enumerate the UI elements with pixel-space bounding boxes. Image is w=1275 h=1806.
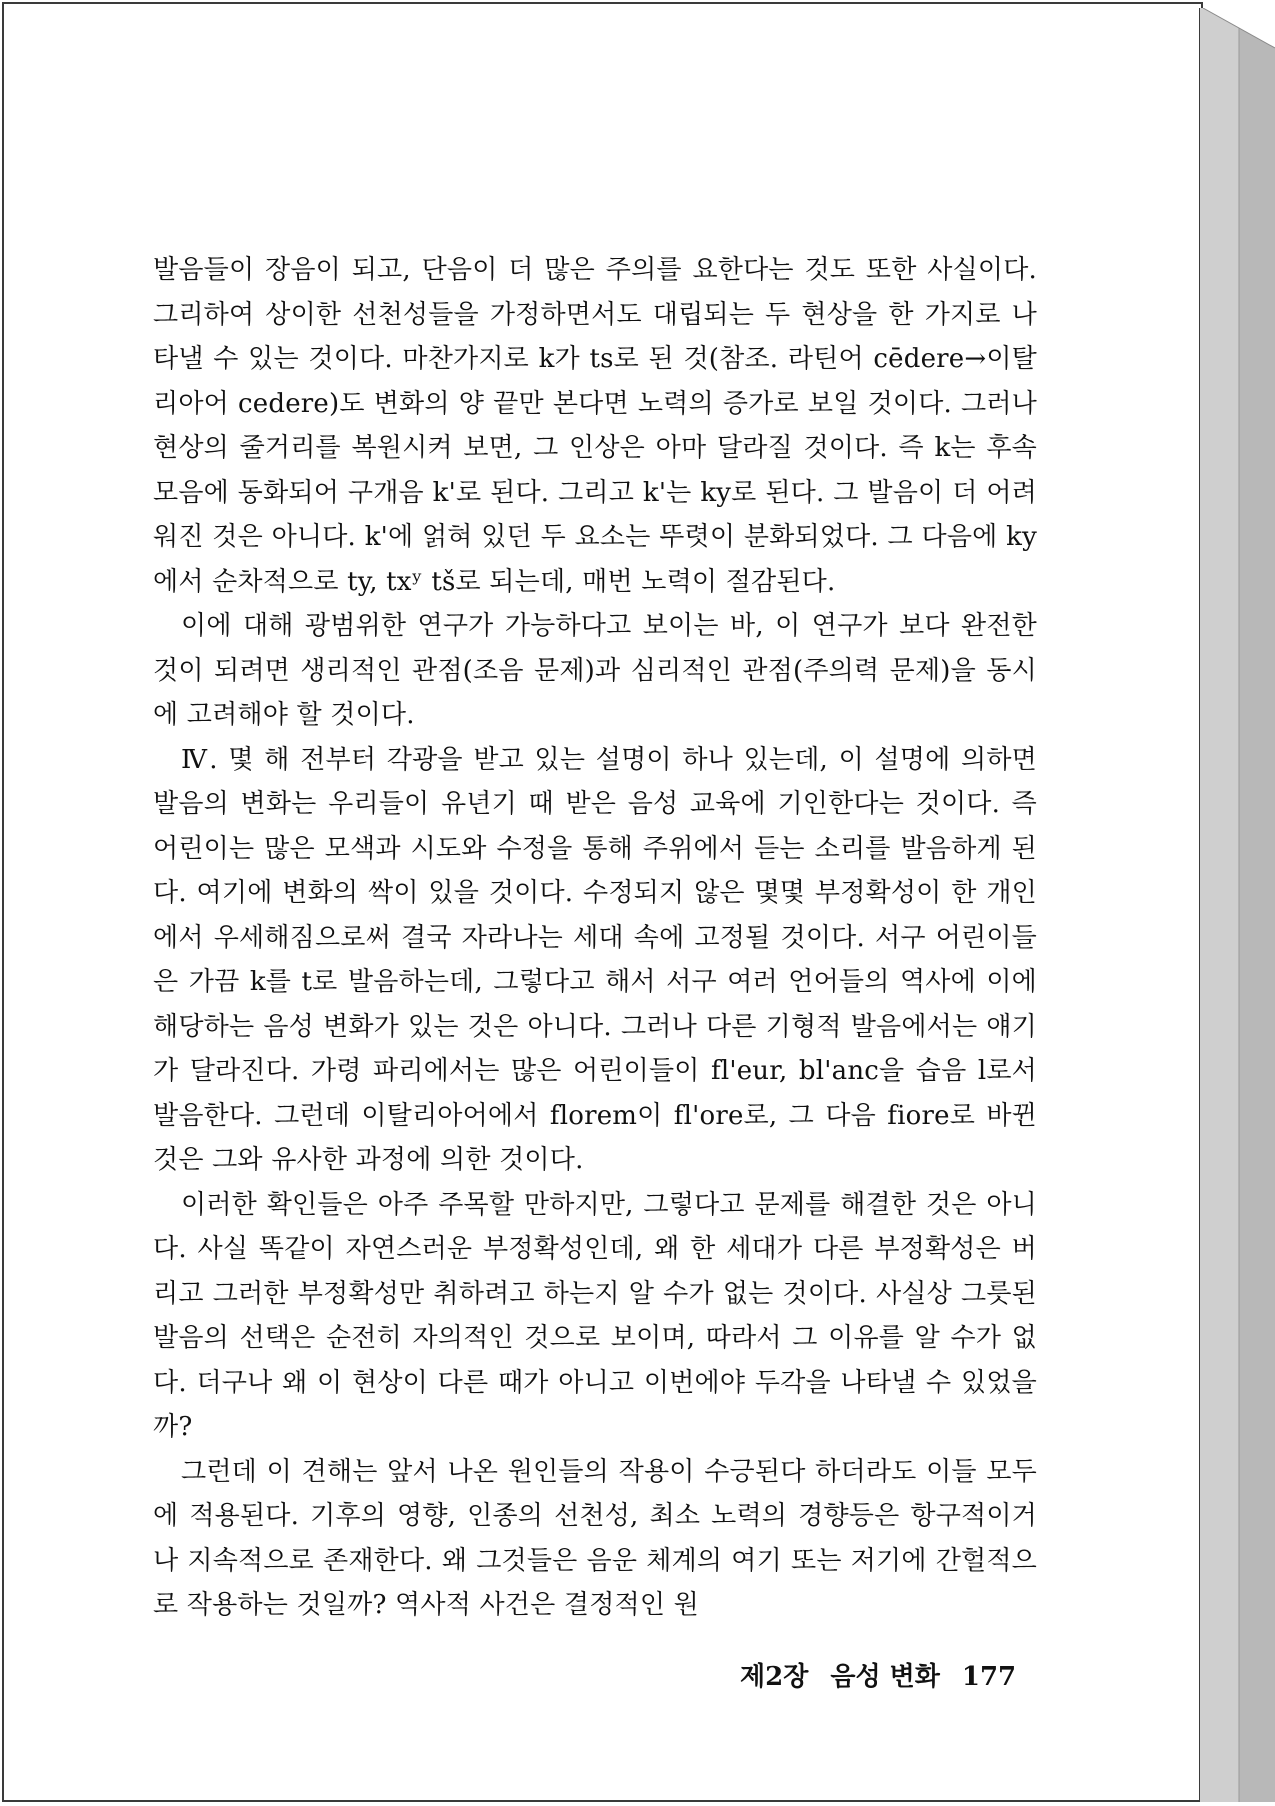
paragraph-5: 그런데 이 견해는 앞서 나온 원인들의 작용이 수긍된다 하더라도 이들 모두에 적용된다. 기후의 영향, 인종의 선천성, 최소 노력의 경향등은 항구적이거나 지속적으로 존재한다. 왜 그것들은 음운 체계의 여기 또는 저기에 간헐적으로 작용하는 것일까? 역사적 사건은 결정적인 원	[153, 1456, 1037, 1620]
paragraph-1: 발음들이 장음이 되고, 단음이 더 많은 주의를 요한다는 것도 또한 사실이다. 그리하여 상이한 선천성들을 가정하면서도 대립되는 두 현상을 한 가지로 나타낼 수 있는 것이다. 마찬가지로 k가 ts로 된 것(참조. 라틴어 cēdere→이탈리아어 cedere)도 변화의 양 끝만 본다면 노력의 증가로 보일 것이다. 그러나 현상의 줄거리를 복원시켜 보면, 그 인상은 아마 달라질 것이다. 즉 k는 후속 모음에 동화되어 구개음 k'로 된다. 그리고 k'는 ky로 된다. 그 발음이 더 어려워진 것은 아니다. k'에 얽혀 있던 두 요소는 뚜렷이 분화되었다. 그 다음에 ky에서 순차적으로 ty, txʸ tš로 되는데, 매번 노력이 절감된다.	[153, 255, 1037, 597]
body-text	[153, 248, 1037, 1628]
running-footer	[740, 1656, 1016, 1693]
page-stack-edge	[1199, 8, 1275, 1802]
chapter-label: 제2장	[740, 1662, 809, 1692]
paragraph-4: 이러한 확인들은 아주 주목할 만하지만, 그렇다고 문제를 해결한 것은 아니다. 사실 똑같이 자연스러운 부정확성인데, 왜 한 세대가 다른 부정확성은 버리고 그러한 부정확성만 취하려고 하는지 알 수가 없는 것이다. 사실상 그릇된 발음의 선택은 순전히 자의적인 것으로 보이며, 따라서 그 이유를 알 수가 없다. 더구나 왜 이 현상이 다른 때가 아니고 이번에야 두각을 나타낼 수 있었을까?	[153, 1189, 1037, 1442]
chapter-title: 음성 변화	[830, 1662, 940, 1692]
paragraph-2: 이에 대해 광범위한 연구가 가능하다고 보이는 바, 이 연구가 보다 완전한 것이 되려면 생리적인 관점(조음 문제)과 심리적인 관점(주의력 문제)을 동시에 고려해야 할 것이다.	[153, 611, 1037, 730]
page-number: 177	[961, 1662, 1017, 1692]
paragraph-3: Ⅳ. 몇 해 전부터 각광을 받고 있는 설명이 하나 있는데, 이 설명에 의하면 발음의 변화는 우리들이 유년기 때 받은 음성 교육에 기인한다는 것이다. 즉 어린이는 많은 모색과 시도와 수정을 통해 주위에서 듣는 소리를 발음하게 된다. 여기에 변화의 싹이 있을 것이다. 수정되지 않은 몇몇 부정확성이 한 개인에서 우세해짐으로써 결국 자라나는 세대 속에 고정될 것이다. 서구 어린이들은 가끔 k를 t로 발음하는데, 그렇다고 해서 서구 여러 언어들의 역사에 이에 해당하는 음성 변화가 있는 것은 아니다. 그러나 다른 기형적 발음에서는 얘기가 달라진다. 가령 파리에서는 많은 어린이들이 fl'eur, bl'anc을 습음 l로서 발음한다. 그런데 이탈리아어에서 florem이 fl'ore로, 그 다음 fiore로 바뀐 것은 그와 유사한 과정에 의한 것이다.	[153, 744, 1037, 1175]
